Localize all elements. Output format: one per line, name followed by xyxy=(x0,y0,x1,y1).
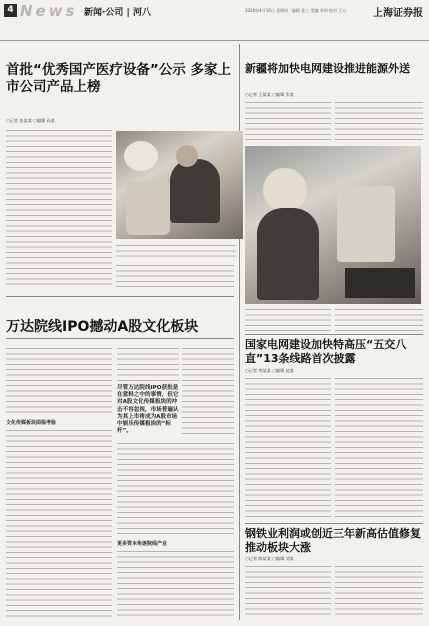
story-separator-right xyxy=(245,334,423,335)
story3-body-col2b xyxy=(335,306,423,332)
story3-byline: ○记者 王某某 ○编辑 张某 xyxy=(245,92,294,97)
story1-photo xyxy=(116,131,243,239)
section-title: 新闻·公司 | 河八 xyxy=(84,8,151,18)
story2-body-col1b xyxy=(6,427,112,617)
story1-body-col2 xyxy=(116,262,234,290)
news-label: News xyxy=(20,2,78,20)
story-separator xyxy=(6,296,234,297)
story5-byline: ○记者 陈某某 ○编辑 刘某 xyxy=(245,556,294,561)
story3-body-col1b xyxy=(245,306,331,332)
story3-body-col2 xyxy=(335,99,423,143)
story2-body-col2c xyxy=(117,548,234,617)
story2-subhead-1: 文化传媒板块面临考验 xyxy=(6,420,57,426)
story4-byline: ○记者 李某某 ○编辑 赵某 xyxy=(245,368,294,373)
story-separator-right-2 xyxy=(245,523,423,524)
story2-pullquote: 尽管万达院线IPO获批是在意料之中的事情，但它对A股文化传媒板块的冲击不容忽视，市场普遍认为其上市将成为A股市场中娱乐传媒板块的“标杆”。 xyxy=(117,385,179,435)
newspaper-logo: 上海证券报 xyxy=(373,8,423,19)
story4-body-col2 xyxy=(335,375,423,521)
story1-headline: 首批“优秀国产医疗设备”公示 多家上市公司产品上榜 xyxy=(6,62,231,95)
story1-photo-caption xyxy=(116,242,243,257)
story3-headline: 新疆将加快电网建设推进能源外送 xyxy=(245,62,410,75)
story3-body-col1 xyxy=(245,99,331,143)
page-number-badge: 4 xyxy=(4,4,17,17)
story5-body-col2 xyxy=(335,563,423,619)
publication-info: 2020年4月16日 星期四 · 编辑 张三 美编 李四 校对 王五 xyxy=(245,8,347,13)
story1-body-col1 xyxy=(6,127,112,289)
story2-body-col3a xyxy=(182,345,234,435)
story4-headline: 国家电网建设加快特高压“五交八直”13条线路首次披露 xyxy=(245,338,407,365)
story2-headline: 万达院线IPO撼动A股文化板块 xyxy=(6,319,199,335)
story1-byline: ○记者 张某某 ○编辑 孙某 xyxy=(6,118,55,123)
story2-body-col1 xyxy=(6,345,112,415)
story2-subhead-2: 更多资本角逐院线产业 xyxy=(117,541,168,547)
story5-headline: 钢铁业利润或创近三年新高估值修复推动板块大涨 xyxy=(245,527,421,554)
story2-body-col2b xyxy=(117,440,234,535)
story3-photo xyxy=(245,146,421,304)
story2-rule xyxy=(6,338,234,339)
story2-body-col2a xyxy=(117,345,179,381)
story5-body-col1 xyxy=(245,563,331,619)
story4-body-col1 xyxy=(245,375,331,521)
masthead xyxy=(0,0,429,41)
